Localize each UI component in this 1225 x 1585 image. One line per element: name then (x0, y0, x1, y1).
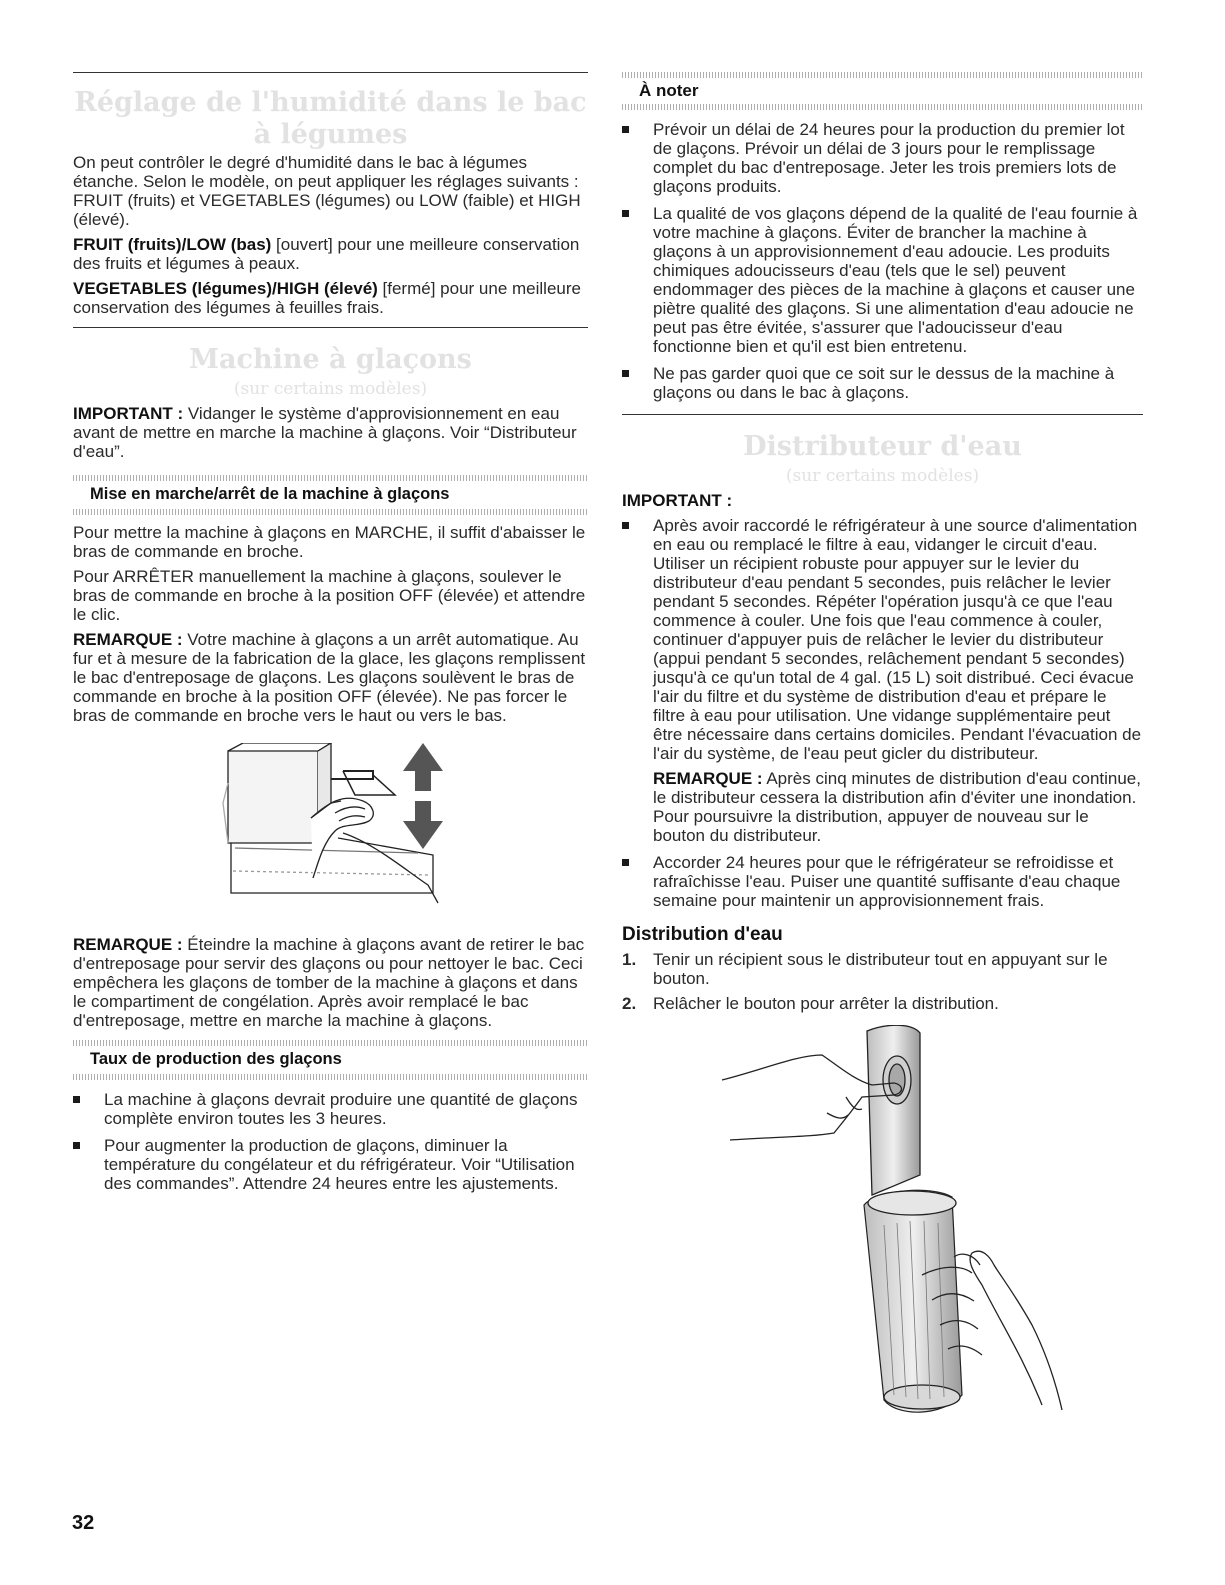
distribution-step-2 (622, 994, 1143, 1013)
subhead-rule-top-2 (73, 1040, 588, 1046)
icemaker-off-text: Pour ARRÊTER manuellement la machine à glaçons, soulever le bras de commande en broche à la position OFF (élevée) et attendre le clic. (73, 567, 586, 624)
step-text-1: Tenir un récipient sous le distributeur tout en appuyant sur le bouton. (653, 950, 1108, 988)
production-bullet-1: La machine à glaçons devrait produire une quantité de glaçons complète environ toutes les 3 heures. (73, 1090, 588, 1128)
remarque-label-2: REMARQUE : (73, 935, 183, 954)
page-number: 32 (72, 1512, 95, 1534)
note-rule-bottom (622, 104, 1143, 110)
remarque-label: REMARQUE : (73, 630, 183, 649)
step-number-2: 2. (622, 994, 637, 1013)
icemaker-drawing (73, 743, 588, 925)
distribution-heading: Distribution d'eau (622, 924, 783, 945)
fruit-setting (73, 235, 588, 273)
section-title-humidity: Réglage de l'humidité dans le bac à légumes (74, 87, 587, 150)
icemaker-on-text: Pour mettre la machine à glaçons en MARCHE, il suffit d'abaisser le bras de commande en broche. (73, 523, 586, 561)
fruit-label: FRUIT (fruits)/LOW (bas) (73, 235, 272, 254)
left-column (73, 0, 588, 1193)
dispenser-remarque (622, 769, 1143, 845)
subhead-on-off: Mise en marche/arrêt de la machine à glaçons (90, 485, 450, 503)
icemaker-illustration (73, 743, 588, 925)
dispenser-remarque-text: Après cinq minutes de distribution d'eau continue, le distributeur cessera la distribution afin d'éviter une inondation. Pour poursuivre la distribution, appuyer de nouveau sur le bouton du distributeur. (653, 769, 1141, 845)
up-down-arrow-icon (403, 743, 443, 849)
dispenser-important-label: IMPORTANT : (622, 491, 733, 510)
step-text-2: Relâcher le bouton pour arrêter la distribution. (653, 994, 999, 1013)
important-label: IMPORTANT : (73, 404, 184, 423)
subhead-rule-bottom-2 (73, 1074, 588, 1080)
water-dispenser-drawing (622, 1025, 1143, 1415)
section-title-water-dispenser: Distributeur d'eau (743, 431, 1022, 462)
dispenser-remarque-label: REMARQUE : (653, 769, 763, 788)
note-heading: À noter (639, 81, 699, 100)
note-rule-top (622, 72, 1143, 78)
dispenser-bullet-2: Accorder 24 heures pour que le réfrigérateur se refroidisse et rafraîchisse l'eau. Puiser une quantité suffisante d'eau chaque semaine pour maintenir un approvisionnement frais. (622, 853, 1143, 910)
remarque-text-2: Éteindre la machine à glaçons avant de retirer le bac d'entreposage pour servir des glaçons ou pour nettoyer le bac. Ceci empêchera les glaçons de tomber de la machine à glaçons et dans le compartiment de congélation. Après avoir remplacé le bac d'entreposage, mettre en marche la machine à glaçons. (73, 935, 585, 1030)
humidity-intro: On peut contrôler le degré d'humidité dans le bac à légumes étanche. Selon le modèle, on peut appliquer les réglages suivants : FRUIT (fruits) et VEGETABLES (légumes) ou LOW (faible) et HIGH (élevé). (73, 153, 581, 229)
fruit-text: [ouvert] pour une meilleure conservation des fruits et légumes à peaux. (73, 235, 580, 273)
water-dispenser-illustration (622, 1025, 1143, 1415)
icemaker-important (73, 404, 588, 461)
step-number-1: 1. (622, 950, 637, 969)
vegetables-setting (73, 279, 588, 317)
section-rule (73, 327, 588, 328)
vegetables-label: VEGETABLES (légumes)/HIGH (élevé) (73, 279, 378, 298)
vegetables-text: [fermé] pour une meilleure conservation des légumes à feuilles frais. (73, 279, 581, 317)
dispenser-bullet-1: Après avoir raccordé le réfrigérateur à une source d'alimentation en eau ou remplacé le filtre à eau, vidanger le circuit d'eau. Utiliser un récipient robuste pour appuyer sur le levier du distributeur d'eau pendant 5 secondes, puis relâcher le levier pendant 5 secondes. Répéter l'opération jusqu'à ce que l'eau commence à couler. Une fois que l'eau commence à couler, continuer d'appuyer puis de relâcher le levier du distributeur (appui pendant 5 secondes, relâchement pendant 5 secondes) jusqu'à ce qu'un total de 4 gal. (15 L) soit distribué. Ceci évacue l'air du filtre et du système de distribution d'eau et prépare le filtre à eau pour utilisation. Une vidange supplémentaire peut être nécessaire dans certains domiciles. Pendant l'évacuation de l'air du système, de l'eau peut gicler du distributeur. (622, 516, 1143, 763)
subhead-rule-bottom (73, 509, 588, 515)
remarque-bin-removal (73, 935, 588, 1030)
note-bullet-2: La qualité de vos glaçons dépend de la qualité de l'eau fournie à votre machine à glaçons. Éviter de brancher la machine à glaçons à un approvisionnement d'eau adoucie. Les produits chimiques adoucisseurs d'eau (tels que le sel) peuvent endommager des pièces de la machine à glaçons et causer une piètre qualité des glaçons. Si une alimentation d'eau adoucie ne peut pas être évitée, s'assurer que l'adoucisseur d'eau fonctionne bien et qu'il est bien entretenu. (622, 204, 1143, 356)
section-rule-right (622, 414, 1143, 415)
important-text: Vidanger le système d'approvisionnement en eau avant de mettre en marche la machine à glaçons. Voir “Distributeur d'eau”. (73, 404, 577, 461)
production-bullet-2: Pour augmenter la production de glaçons, diminuer la température du congélateur et du réfrigérateur. Voir “Utilisation des commandes”. Attendre 24 heures entre les ajustements. (73, 1136, 588, 1193)
note-bullet-1: Prévoir un délai de 24 heures pour la production du premier lot de glaçons. Prévoir un délai de 3 jours pour le remplissage complet du bac d'entreposage. Jeter les trois premiers lots de glaçons produits. (622, 120, 1143, 196)
remarque-text: Votre machine à glaçons a un arrêt automatique. Au fur et à mesure de la fabrication de la glace, les glaçons remplissent le bac d'entreposage de glaçons. Les glaçons soulèvent le bras de commande en broche à la position OFF (élevée). Ne pas forcer le bras de commande en broche vers le haut ou vers le bas. (73, 630, 586, 725)
section-subtitle-icemaker: (sur certains modèles) (233, 379, 428, 399)
right-column (622, 0, 1143, 1415)
section-title-icemaker: Machine à glaçons (189, 344, 472, 375)
subhead-rule-top (73, 475, 588, 481)
subhead-production-rate: Taux de production des glaçons (90, 1050, 342, 1068)
section-subtitle-water-dispenser: (sur certains modèles) (785, 466, 980, 486)
distribution-step-1 (622, 950, 1143, 988)
top-rule (73, 72, 588, 73)
remarque-auto-stop (73, 630, 588, 725)
note-bullet-3: Ne pas garder quoi que ce soit sur le dessus de la machine à glaçons ou dans le bac à glaçons. (622, 364, 1143, 402)
